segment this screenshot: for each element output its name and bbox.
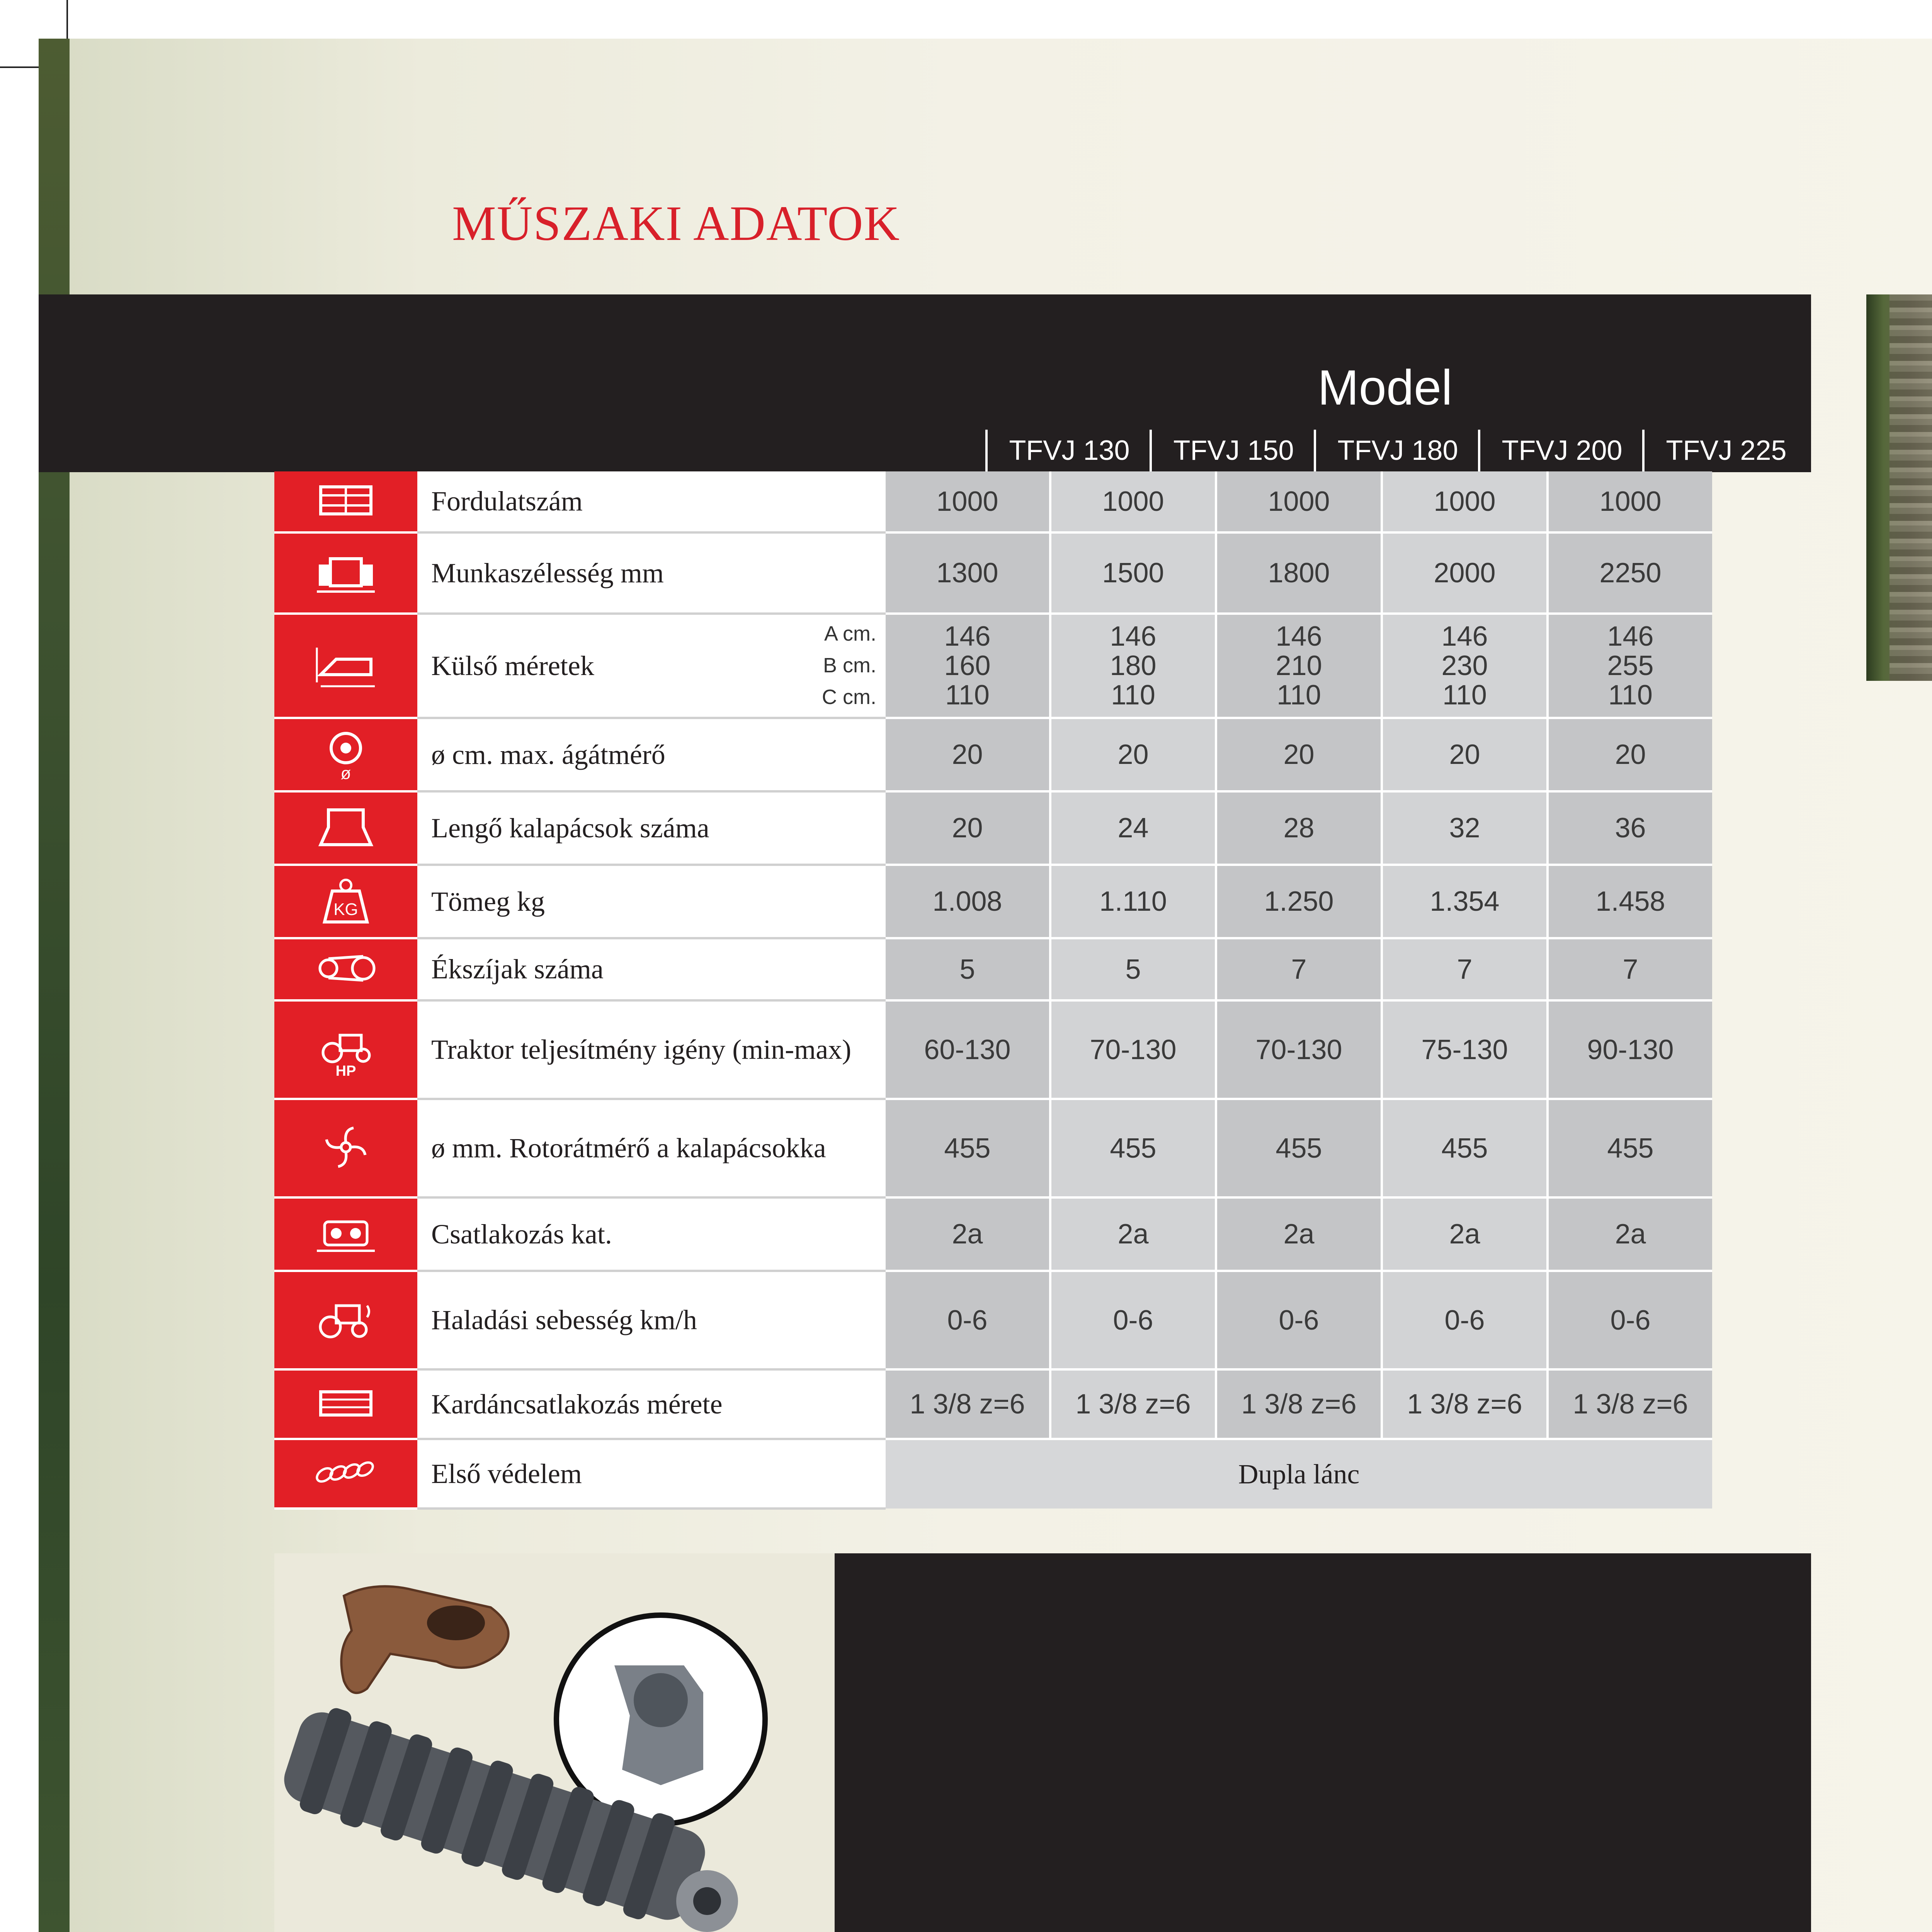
dimensions-icon xyxy=(274,614,417,718)
table-cell: 455 xyxy=(1050,1099,1216,1197)
tractor-width-icon xyxy=(274,532,417,614)
row-label: Lengő kalapácsok száma xyxy=(417,791,884,865)
table-cell: 146 230 110 xyxy=(1382,614,1548,718)
table-cell: 1.458 xyxy=(1548,865,1712,938)
row-label: Első védelem xyxy=(417,1439,884,1509)
table-cell: 1300 xyxy=(884,532,1050,614)
table-cell: 60-130 xyxy=(884,1000,1050,1099)
row-label-text: Külső méretek xyxy=(431,650,594,681)
bark-texture xyxy=(1889,294,1932,681)
table-row xyxy=(274,471,1712,532)
chain-icon xyxy=(274,1439,417,1509)
table-cell: 2000 xyxy=(1382,532,1548,614)
table-cell: 20 xyxy=(1382,718,1548,791)
table-cell: 2a xyxy=(1548,1197,1712,1271)
table-cell: 0-6 xyxy=(1216,1271,1382,1369)
sub-label: B cm. xyxy=(823,654,876,677)
table-cell: 0-6 xyxy=(1548,1271,1712,1369)
row-label: Csatlakozás kat. xyxy=(417,1197,884,1271)
model-heading: Model xyxy=(1318,360,1452,415)
column-header: TFVJ 180 xyxy=(1314,430,1480,471)
page-title: MŰSZAKI ADATOK xyxy=(452,196,900,251)
row-label: Haladási sebesség km/h xyxy=(417,1271,884,1369)
table-cell: 146 180 110 xyxy=(1050,614,1216,718)
table-cell: 20 xyxy=(884,718,1050,791)
table-cell: 455 xyxy=(1216,1099,1382,1197)
table-cell: 2a xyxy=(884,1197,1050,1271)
table-cell: 5 xyxy=(1050,938,1216,1000)
table-cell: 28 xyxy=(1216,791,1382,865)
table-cell: 2a xyxy=(1216,1197,1382,1271)
table-cell: 1000 xyxy=(1382,471,1548,532)
table-cell: 7 xyxy=(1382,938,1548,1000)
row-label: Munkaszélesség mm xyxy=(417,532,884,614)
table-cell: 455 xyxy=(1382,1099,1548,1197)
svg-text:ø: ø xyxy=(340,764,351,783)
column-header: TFVJ 150 xyxy=(1150,430,1315,471)
table-cell: 36 xyxy=(1548,791,1712,865)
table-cell: 70-130 xyxy=(1216,1000,1382,1099)
table-row xyxy=(274,938,1712,1000)
table-cell: 1 3/8 z=6 xyxy=(1382,1369,1548,1439)
table-cell: 32 xyxy=(1382,791,1548,865)
row-label: ø cm. max. ágátmérő xyxy=(417,718,884,791)
hitch-icon xyxy=(274,1197,417,1271)
table-cell: 455 xyxy=(1548,1099,1712,1197)
hammer-icon xyxy=(274,791,417,865)
table-cell: 1800 xyxy=(1216,532,1382,614)
table-row xyxy=(274,1000,1712,1099)
table-cell: 2a xyxy=(1382,1197,1548,1271)
table-cell: 20 xyxy=(1216,718,1382,791)
table-row xyxy=(274,1439,1712,1509)
merged-cell: Dupla lánc xyxy=(884,1439,1712,1509)
table-cell: 1.110 xyxy=(1050,865,1216,938)
table-cell: 5 xyxy=(884,938,1050,1000)
rotor-icon xyxy=(274,1099,417,1197)
table-cell: 1000 xyxy=(1548,471,1712,532)
gearbox-icon xyxy=(274,471,417,532)
table-cell: 1 3/8 z=6 xyxy=(1050,1369,1216,1439)
pto-icon xyxy=(274,1369,417,1439)
table-cell: 20 xyxy=(1548,718,1712,791)
table-cell: 146 255 110 xyxy=(1548,614,1712,718)
svg-text:KG: KG xyxy=(333,900,358,919)
table-cell: 90-130 xyxy=(1548,1000,1712,1099)
crop-mark xyxy=(66,0,68,43)
sub-label: A cm. xyxy=(824,622,876,645)
table-cell: 146 210 110 xyxy=(1216,614,1382,718)
hammer-rotor-image-panel xyxy=(274,1553,835,1932)
table-cell: 146 160 110 xyxy=(884,614,1050,718)
belt-icon xyxy=(274,938,417,1000)
table-cell: 1000 xyxy=(1050,471,1216,532)
svg-text:HP: HP xyxy=(335,1063,356,1078)
column-header: TFVJ 130 xyxy=(985,430,1151,471)
sub-label: C cm. xyxy=(822,685,876,709)
table-cell: 7 xyxy=(1216,938,1382,1000)
spec-table xyxy=(274,471,1712,1510)
table-cell: 1.354 xyxy=(1382,865,1548,938)
table-cell: 1 3/8 z=6 xyxy=(1216,1369,1382,1439)
row-label: Traktor teljesítmény igény (min-max) xyxy=(417,1000,884,1099)
row-label: Kardáncsatlakozás mérete xyxy=(417,1369,884,1439)
table-cell: 1 3/8 z=6 xyxy=(1548,1369,1712,1439)
weight-kg-icon xyxy=(274,865,417,938)
tractor-hp-icon xyxy=(274,1000,417,1099)
table-cell: 2250 xyxy=(1548,532,1712,614)
column-header: TFVJ 225 xyxy=(1642,430,1808,471)
table-cell: 20 xyxy=(884,791,1050,865)
table-cell: 7 xyxy=(1548,938,1712,1000)
table-row xyxy=(274,865,1712,938)
table-cell: 70-130 xyxy=(1050,1000,1216,1099)
branch-diameter-icon xyxy=(274,718,417,791)
crop-mark xyxy=(0,66,43,68)
tractor-speed-icon xyxy=(274,1271,417,1369)
table-row xyxy=(274,1369,1712,1439)
table-cell: 75-130 xyxy=(1382,1000,1548,1099)
table-cell: 455 xyxy=(884,1099,1050,1197)
table-row xyxy=(274,1271,1712,1369)
row-label: Ékszíjak száma xyxy=(417,938,884,1000)
table-row xyxy=(274,791,1712,865)
table-cell: 1000 xyxy=(884,471,1050,532)
table-cell: 2a xyxy=(1050,1197,1216,1271)
row-label: Fordulatszám xyxy=(417,471,884,532)
table-cell: 1.250 xyxy=(1216,865,1382,938)
table-row xyxy=(274,532,1712,614)
table-cell: 24 xyxy=(1050,791,1216,865)
table-cell: 0-6 xyxy=(1050,1271,1216,1369)
row-label xyxy=(417,614,884,718)
row-label: ø mm. Rotorátmérő a kalapácsokka xyxy=(417,1099,884,1197)
table-row xyxy=(274,1197,1712,1271)
table-row xyxy=(274,718,1712,791)
hammer-rotor-image xyxy=(274,1553,835,1932)
table-cell: 20 xyxy=(1050,718,1216,791)
column-header: TFVJ 200 xyxy=(1478,430,1644,471)
table-cell: 1 3/8 z=6 xyxy=(884,1369,1050,1439)
table-cell: 1500 xyxy=(1050,532,1216,614)
table-row xyxy=(274,1099,1712,1197)
table-cell: 0-6 xyxy=(884,1271,1050,1369)
table-cell: 1000 xyxy=(1216,471,1382,532)
row-label: Tömeg kg xyxy=(417,865,884,938)
table-row xyxy=(274,614,1712,718)
table-cell: 0-6 xyxy=(1382,1271,1548,1369)
table-cell: 1.008 xyxy=(884,865,1050,938)
